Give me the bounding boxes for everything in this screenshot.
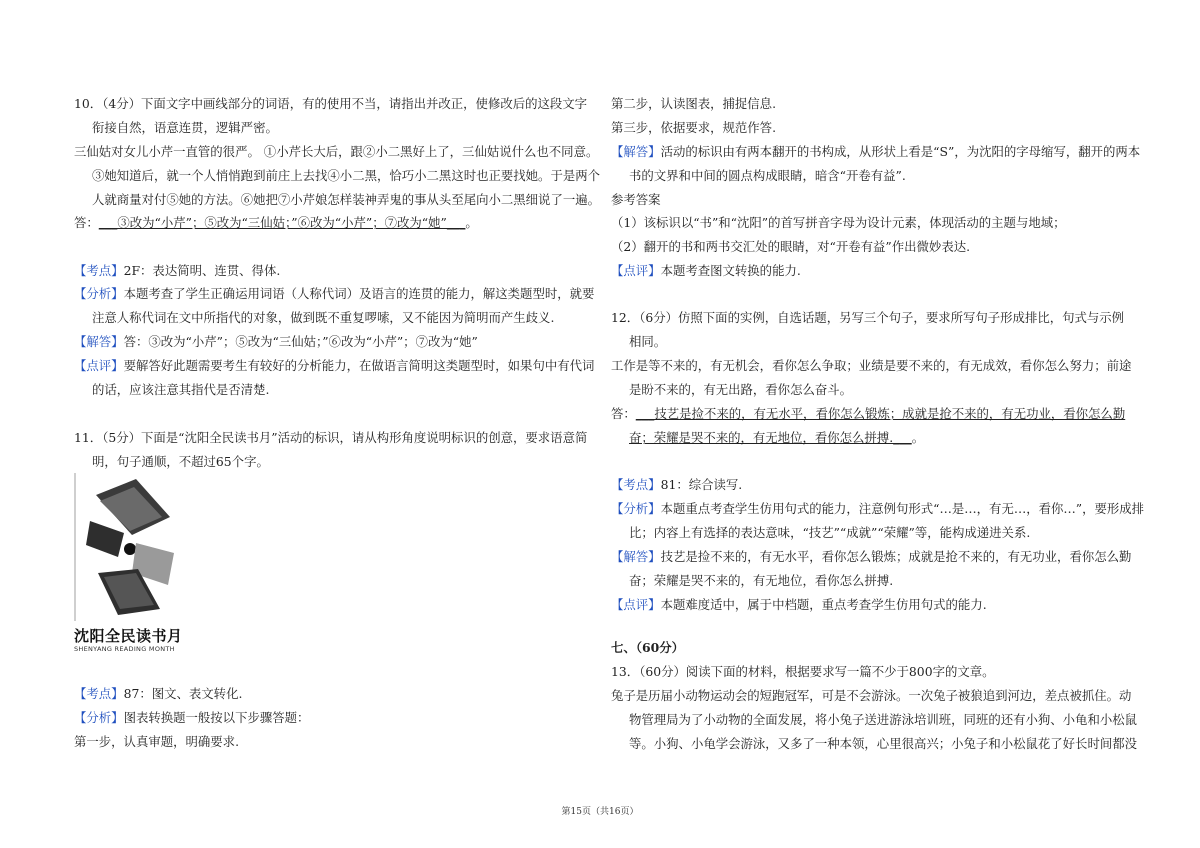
answer-text: ___技艺是捡不来的，有无水平，看你怎么锻炼；成就是抢不来的，有无功业，看你怎么勤: [635, 406, 1126, 421]
section-7-heading: 七、（60分）: [611, 640, 684, 655]
kaodian-text: 81：综合读写.: [660, 477, 743, 492]
kaodian-text: 2F：表达简明、连贯、得体.: [123, 263, 281, 278]
q12-kaodian: [611, 477, 742, 493]
q10-line1: 10．（4分）下面文字中画线部分的词语，有的使用不当，请指出并改正，使修改后的这段文字: [74, 96, 588, 111]
dianping-tag: 【点评】: [74, 358, 124, 373]
q13-line2: 兔子是历届小动物运动会的短跑冠军，可是不会游泳。一次兔子被狼追到河边，差点被抓住。动: [611, 688, 1132, 703]
jieda-tag: 【解答】: [611, 549, 661, 564]
q11-fenxi: [74, 710, 309, 726]
q10-dianping-cont: 的话，应该注意其指代是否清楚.: [92, 382, 270, 397]
q13-line1: 13．（60分）阅读下面的材料，根据要求写一篇不少于800字的文章。: [611, 664, 995, 679]
kaodian-tag: 【考点】: [74, 263, 124, 278]
q10-line3: 三仙姑对女儿小芹一直管的很严。 ①小芹长大后，跟②小二黑好上了，三仙姑说什么也不同意。: [74, 144, 599, 159]
q12-fenxi: [611, 501, 1144, 517]
jieda-text: 技艺是捡不来的，有无水平，看你怎么锻炼；成就是抢不来的，有无功业，看你怎么勤: [660, 549, 1132, 564]
q10-line5: 人就商量对付⑤她的方法。⑥她把⑦小芹娘怎样装神弄鬼的事从头至尾向小二黑细说了一遍。: [92, 192, 601, 207]
q13-line3: 物管理局为了小动物的全面发展，将小兔子送进游泳培训班，同班的还有小狗、小龟和小松鼠: [629, 712, 1138, 727]
q11-dianping: [611, 263, 801, 279]
fenxi-tag: 【分析】: [74, 710, 124, 725]
jieda-text: 活动的标识由有两本翻开的书构成，从形状上看是“S”，为沈阳的字母缩写，翻开的两本: [660, 144, 1141, 159]
page-footer: 第15页（共16页）: [561, 807, 639, 817]
q12-line2: 相同。: [629, 334, 667, 349]
q10-fenxi-cont: 注意人称代词在文中所指代的对象，做到既不重复啰嗦，又不能因为简明而产生歧义.: [92, 310, 555, 325]
q12-jieda: [611, 549, 1131, 565]
q13-line4: 等。小狗、小龟学会游泳，又多了一种本领，心里很高兴；小兔子和小松鼠花了好长时间都没: [629, 736, 1138, 751]
q11-jieda: [611, 144, 1140, 160]
fenxi-tag: 【分析】: [611, 501, 661, 516]
dianping-text: 要解答好此题需要考生有较好的分析能力，在做语言简明这类题型时，如果句中有代词: [123, 358, 595, 373]
q10-answer: [74, 215, 478, 231]
reading-month-logo: [74, 473, 194, 655]
q12-line4: 是盼不来的，有无出路，看你怎么奋斗。: [629, 382, 853, 397]
answer-text-cont: 奋；荣耀是哭不来的，有无地位，看你怎么拼搏.___: [629, 430, 912, 445]
fenxi-text: 本题重点考查学生仿用句式的能力，注意例句形式“…是…，有无…，看你…”，要形成排: [660, 501, 1145, 516]
jieda-text: 答：③改为“小芹”；⑤改为“三仙姑；”⑥改为“小芹”；⑦改为“她”: [123, 334, 478, 349]
kaodian-text: 87：图文、表文转化.: [123, 686, 243, 701]
q12-answer: [611, 406, 1125, 422]
q11-step1: 第一步，认真审题，明确要求.: [74, 734, 240, 749]
dianping-text: 本题难度适中，属于中档题，重点考查学生仿用句式的能力.: [660, 597, 987, 612]
answer-suffix: 。: [911, 430, 925, 445]
cankao-2: （2）翻开的书和两书交汇处的眼睛，对“开卷有益”作出微妙表达.: [611, 239, 971, 254]
q12-line3: 工作是等不来的，有无机会，看你怎么争取；业绩是要不来的，有无成效，看你怎么努力；前途: [611, 358, 1132, 373]
jieda-tag: 【解答】: [74, 334, 124, 349]
step3: 第三步，依据要求，规范作答.: [611, 120, 777, 135]
cankao-1: （1）该标识以“书”和“沈阳”的首写拼音字母为设计元素，体现活动的主题与地域；: [611, 215, 1066, 230]
q12-dianping: [611, 597, 987, 613]
answer-prefix: 答：: [74, 215, 99, 230]
dianping-tag: 【点评】: [611, 597, 661, 612]
answer-text: ___③改为“小芹”；⑤改为“三仙姑；”⑥改为“小芹”；⑦改为“她”___: [98, 215, 466, 230]
q11-line2: 明，句子通顺，不超过65个字。: [92, 454, 269, 469]
q10-kaodian: [74, 263, 280, 279]
q12-jieda-cont: 奋；荣耀是哭不来的，有无地位，看你怎么拼搏.: [629, 573, 894, 588]
q12-fenxi-cont: 比；内容上有选择的表达意味，“技艺”“成就”“荣耀”等，能构成递进关系.: [629, 525, 1031, 540]
fenxi-tag: 【分析】: [74, 286, 124, 301]
q12-line1: 12．（6分）仿照下面的实例，自选话题，另写三个句子，要求所写句子形成排比，句式与示例: [611, 310, 1125, 325]
q10-jieda: [74, 334, 478, 350]
fenxi-text: 本题考查了学生正确运用词语（人称代词）及语言的连贯的能力，解这类题型时，就要: [123, 286, 595, 301]
answer-prefix: 答：: [611, 406, 636, 421]
logo-graphic: [74, 473, 194, 623]
kaodian-tag: 【考点】: [74, 686, 124, 701]
q10-fenxi: [74, 286, 594, 302]
jieda-tag: 【解答】: [611, 144, 661, 159]
q11-jieda-cont: 书的文界和中间的圆点构成眼睛，暗含“开卷有益”.: [629, 168, 906, 183]
answer-suffix: 。: [465, 215, 478, 230]
q10-dianping: [74, 358, 594, 374]
dianping-text: 本题考查图文转换的能力.: [660, 263, 801, 278]
kaodian-tag: 【考点】: [611, 477, 661, 492]
q12-answer-cont: [611, 430, 924, 446]
logo-subtext: SHENYANG READING MONTH: [74, 645, 175, 653]
q10-line2: 衔接自然，语意连贯，逻辑严密。: [92, 120, 278, 135]
cankao-title: 参考答案: [611, 192, 661, 207]
fenxi-text: 图表转换题一般按以下步骤答题：: [123, 710, 310, 725]
q11-line1: 11．（5分）下面是“沈阳全民读书月”活动的标识，请从构形角度说明标识的创意，要求语意简: [74, 430, 588, 445]
q11-kaodian: [74, 686, 242, 702]
dianping-tag: 【点评】: [611, 263, 661, 278]
q10-line4: ③她知道后，就一个人悄悄跑到前庄上去找④小二黑，恰巧小二黑这时也正要找她。于是两个: [92, 168, 601, 183]
step2: 第二步，认读图表，捕捉信息.: [611, 96, 777, 111]
logo-text: 沈阳全民读书月: [74, 627, 183, 645]
